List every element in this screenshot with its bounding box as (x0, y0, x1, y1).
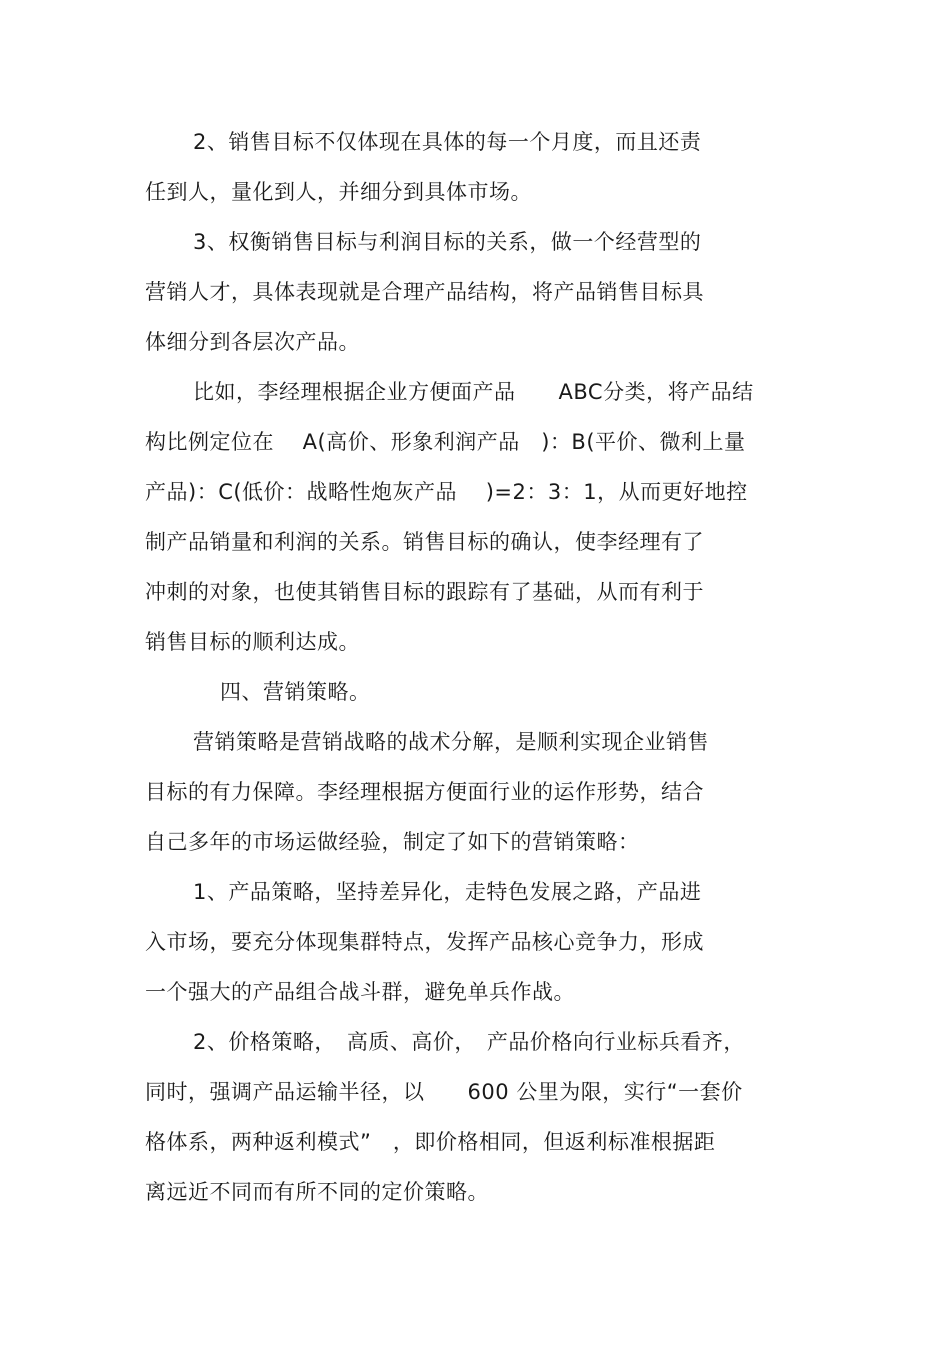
section-heading: 四、营销策略。 (220, 680, 371, 704)
paragraph-line: 体细分到各层次产品。 (145, 330, 360, 354)
paragraph-line: 目标的有力保障。李经理根据方便面行业的运作形势，结合 (145, 780, 704, 804)
paragraph-line: 3、权衡销售目标与利润目标的关系，做一个经营型的 (193, 230, 702, 254)
paragraph-line: 同时，强调产品运输半径，以 600 公里为限，实行“一套价 (145, 1080, 743, 1104)
paragraph-line: 任到人，量化到人，并细分到具体市场。 (145, 180, 532, 204)
paragraph-line: 自己多年的市场运做经验，制定了如下的营销策略： (145, 830, 640, 854)
paragraph-line: 冲刺的对象，也使其销售目标的跟踪有了基础，从而有利于 (145, 580, 704, 604)
paragraph-line: 2、销售目标不仅体现在具体的每一个月度，而且还责 (193, 130, 702, 154)
paragraph-line: 产品)：C(低价：战略性炮灰产品 )=2：3：1，从而更好地控 (145, 480, 748, 504)
paragraph-line: 比如，李经理根据企业方便面产品 ABC分类，将产品结 (193, 380, 754, 404)
paragraph-line: 营销策略是营销战略的战术分解，是顺利实现企业销售 (193, 730, 709, 754)
paragraph-line: 制产品销量和利润的关系。销售目标的确认，使李经理有了 (145, 530, 704, 554)
paragraph-line: 构比例定位在 A(高价、形象利润产品 )：B(平价、微利上量 (145, 430, 746, 454)
paragraph-line: 2、价格策略， 高质、高价， 产品价格向行业标兵看齐， (193, 1030, 745, 1054)
paragraph-line: 1、产品策略，坚持差异化，走特色发展之路，产品进 (193, 880, 702, 904)
paragraph-line: 销售目标的顺利达成。 (145, 630, 360, 654)
paragraph-line: 一个强大的产品组合战斗群，避免单兵作战。 (145, 980, 575, 1004)
paragraph-line: 入市场，要充分体现集群特点，发挥产品核心竞争力，形成 (145, 930, 704, 954)
paragraph-line: 格体系，两种返利模式” ，即价格相同，但返利标准根据距 (145, 1130, 716, 1154)
paragraph-line: 营销人才，具体表现就是合理产品结构，将产品销售目标具 (145, 280, 704, 304)
paragraph-line: 离远近不同而有所不同的定价策略。 (145, 1180, 489, 1204)
